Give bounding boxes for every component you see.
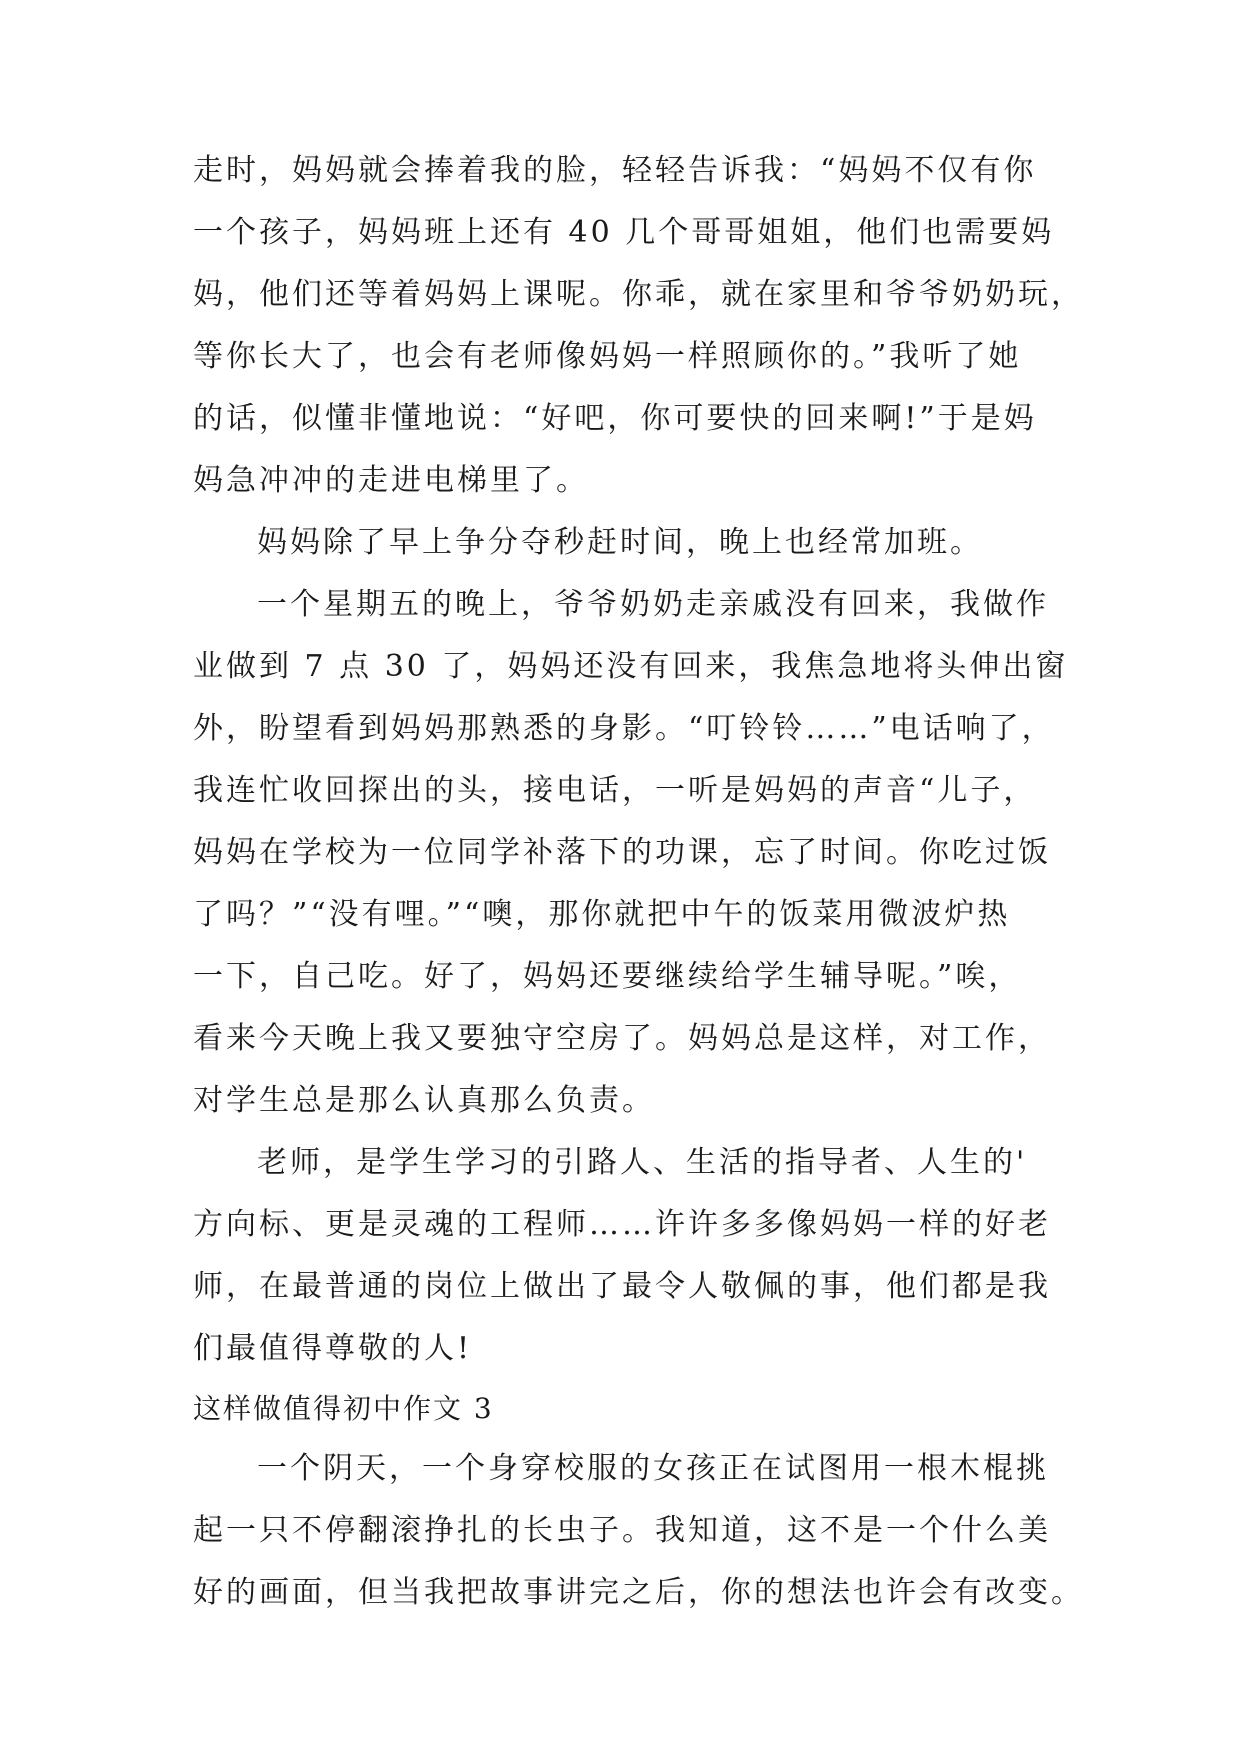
text-line: 了吗？”“没有哩。”“噢，那你就把中午的饭菜用微波炉热 [193, 897, 1011, 932]
text-line: 妈妈除了早上争分夺秒赶时间，晚上也经常加班。 [257, 525, 983, 560]
text-line: 我连忙收回探出的头，接电话，一听是妈妈的声音“儿子， [193, 773, 1037, 808]
text-line: 们最值得尊敬的人! [193, 1331, 473, 1366]
text-line: 妈急冲冲的走进电梯里了。 [193, 463, 589, 498]
text-line: 看来今天晚上我又要独守空房了。妈妈总是这样，对工作， [193, 1021, 1051, 1056]
text-line: 一个孩子，妈妈班上还有 40 几个哥哥姐姐，他们也需要妈 [193, 215, 1055, 250]
paragraph [193, 140, 1084, 512]
text-line: 一个星期五的晚上，爷爷奶奶走亲戚没有回来，我做作 [257, 587, 1049, 622]
text-line: 妈妈在学校为一位同学补落下的功课，忘了时间。你吃过饭 [193, 835, 1051, 870]
paragraph [193, 1132, 1053, 1380]
text-line: 一下，自己吃。好了，妈妈还要继续给学生辅导呢。”唉， [193, 959, 1022, 994]
text-line: 方向标、更是灵魂的工程师……许许多多像妈妈一样的好老 [193, 1207, 1051, 1242]
text-line: 起一只不停翻滚挣扎的长虫子。我知道，这不是一个什么美 [193, 1513, 1051, 1548]
document-page [193, 140, 1084, 1624]
section-heading: 这样做值得初中作文 3 [193, 1392, 494, 1425]
text-line: 好的画面，但当我把故事讲完之后，你的想法也许会有改变。 [193, 1575, 1084, 1610]
text-line: 一个阴天，一个身穿校服的女孩正在试图用一根木棍挑 [257, 1451, 1049, 1486]
paragraph [193, 1438, 1084, 1624]
text-line: 老师，是学生学习的引路人、生活的指导者、人生的' [257, 1145, 1028, 1180]
text-line: 外，盼望看到妈妈那熟悉的身影。“叮铃铃……”电话响了， [193, 711, 1055, 746]
text-line: 妈，他们还等着妈妈上课呢。你乖，就在家里和爷爷奶奶玩， [193, 277, 1084, 312]
text-line: 走时，妈妈就会捧着我的脸，轻轻告诉我：“妈妈不仅有你 [193, 153, 1037, 188]
paragraph [193, 512, 1053, 574]
paragraph [193, 574, 1069, 1132]
text-line: 对学生总是那么认真那么负责。 [193, 1083, 655, 1118]
text-line: 业做到 7 点 30 了，妈妈还没有回来，我焦急地将头伸出窗 [193, 649, 1069, 684]
text-line: 师，在最普通的岗位上做出了最令人敬佩的事，他们都是我 [193, 1269, 1051, 1304]
text-line: 的话，似懂非懂地说：“好吧，你可要快的回来啊!”于是妈 [193, 401, 1037, 436]
text-line: 等你长大了，也会有老师像妈妈一样照顾你的。”我听了她 [193, 339, 1022, 374]
